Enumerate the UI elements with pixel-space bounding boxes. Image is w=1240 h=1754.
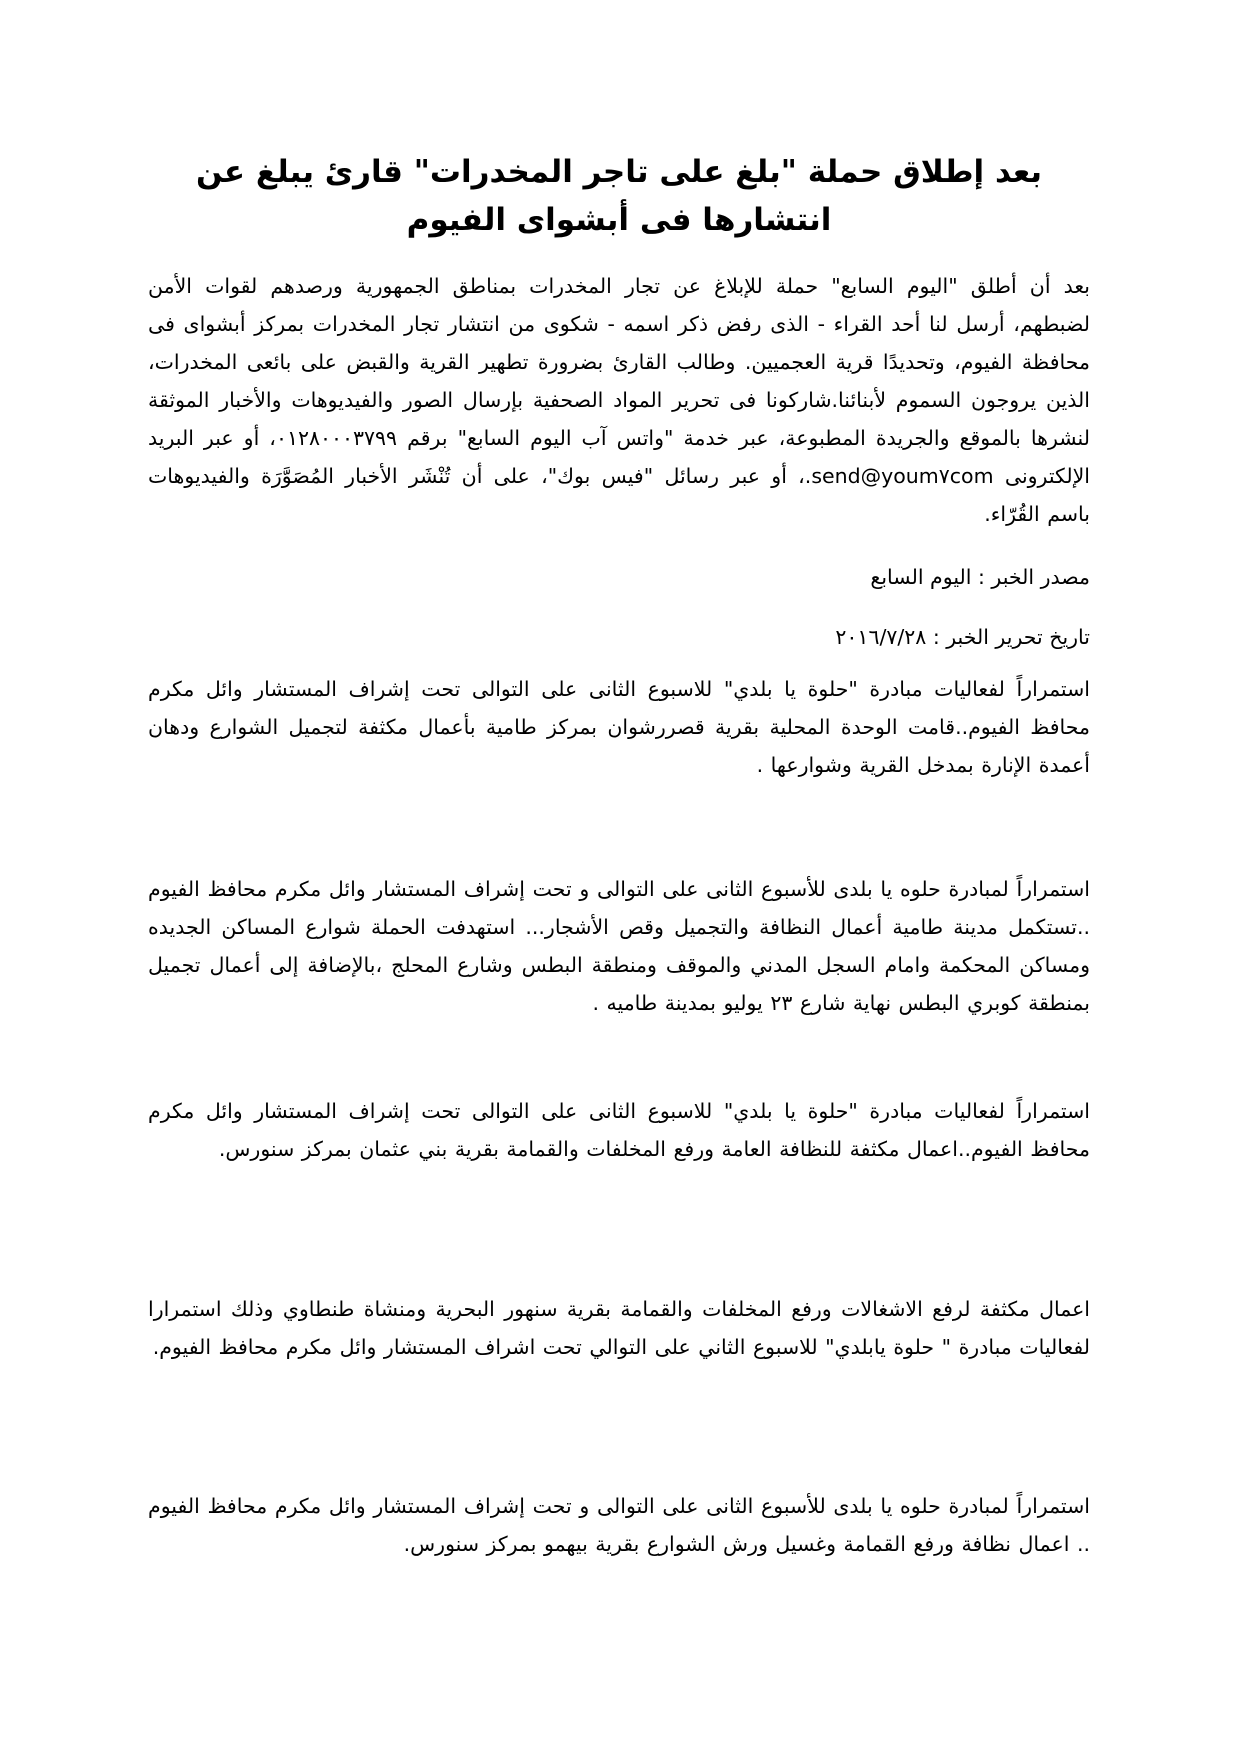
news-paragraph: استمراراً لفعاليات مبادرة "حلوة يا بلدي" للاسبوع الثانى على التوالى تحت إشراف المستشار وائل مكرم محافظ الفيوم..قامت الوحدة المحلية بقرية قصررشوان بمركز طامية بأعمال مكثفة لتجميل الشوارع ودهان أعمدة الإنارة بمدخل القرية وشوارعها .: [148, 677, 1090, 777]
news-date-line: تاريخ تحرير الخبر : ٢٠١٦/٧/٢٨: [835, 625, 1090, 649]
document-page: [148, 0, 1090, 1754]
news-paragraph: استمراراً لمبادرة حلوه يا بلدى للأسبوع الثانى على التوالى و تحت إشراف المستشار وائل مكرم محافظ الفيوم .. اعمال نظافة ورفع القمامة وغسيل ورش الشوارع بقرية بيهمو بمركز سنورس.: [148, 1494, 1090, 1556]
news-paragraph: استمراراً لفعاليات مبادرة "حلوة يا بلدي" للاسبوع الثانى على التوالى تحت إشراف المستشار وائل مكرم محافظ الفيوم..اعمال مكثفة للنظافة العامة ورفع المخلفات والقمامة بقرية بني عثمان بمركز سنورس.: [148, 1099, 1090, 1161]
article-title: بعد إطلاق حملة "بلغ على تاجر المخدرات" قارئ يبلغ عن انتشارها فى أبشواى الفيوم: [195, 154, 1043, 238]
news-source-line: مصدر الخبر : اليوم السابع: [870, 565, 1090, 589]
news-paragraph: اعمال مكثفة لرفع الاشغالات ورفع المخلفات والقمامة بقرية سنهور البحرية ومنشاة طنطاوي وذلك استمرارا لفعاليات مبادرة " حلوة يابلدي" للاسبوع الثاني على التوالي تحت اشراف المستشار وائل مكرم محافظ الفيوم.: [148, 1297, 1090, 1359]
article-intro-paragraph: بعد أن أطلق "اليوم السابع" حملة للإبلاغ عن تجار المخدرات بمناطق الجمهورية ورصدهم لقوات الأمن لضبطهم، أرسل لنا أحد القراء - الذى رفض ذكر اسمه - شكوى من انتشار تجار المخدرات بمركز أبشواى فى محافظة الفيوم، وتحديدًا قرية العجميين. وطالب القارئ بضرورة تطهير القرية والقبض على بائعى المخدرات، الذين يروجون السموم لأبنائنا.شاركونا فى تحرير المواد الصحفية بإرسال الصور والفيديوهات والأخبار الموثقة لنشرها بالموقع والجريدة المطبوعة، عبر خدمة "واتس آب اليوم السابع" برقم ٠١٢٨٠٠٠٣٧٩٩، أو عبر البريد الإلكترونى send@youm٧com.، أو عبر رسائل "فيس بوك"، على أن تُنْشَر الأخبار المُصَوَّرَة والفيديوهات باسم القُرّاء.: [148, 274, 1090, 526]
news-paragraph: استمراراً لمبادرة حلوه يا بلدى للأسبوع الثانى على التوالى و تحت إشراف المستشار وائل مكرم محافظ الفيوم ..تستكمل مدينة طامية أعمال النظافة والتجميل وقص الأشجار... استهدفت الحملة شوارع المساكن الجديده ومساكن المحكمة وامام السجل المدني والموقف ومنطقة البطس وشارع المحلج ،بالإضافة إلى أعمال تجميل بمنطقة كوبري البطس نهاية شارع ٢٣ يوليو بمدينة طاميه .: [148, 877, 1090, 1015]
